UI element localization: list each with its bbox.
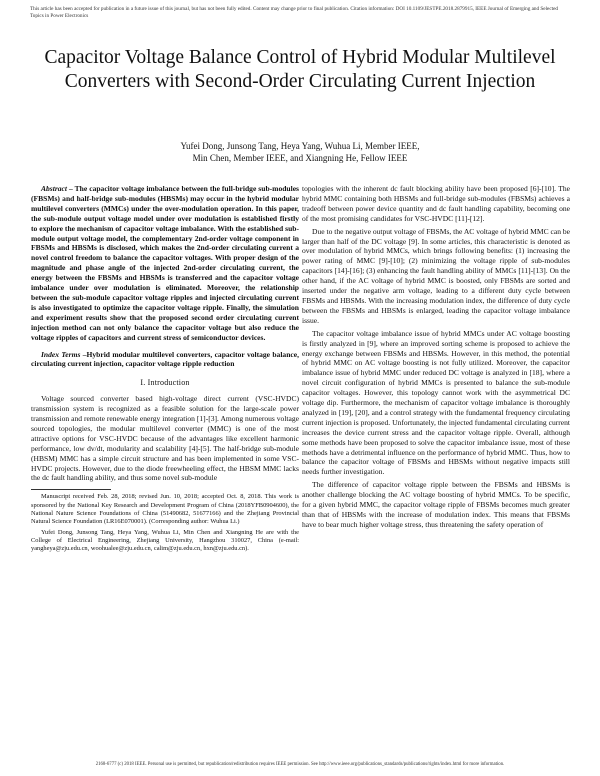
intro-paragraph-right-4: The difference of capacitor voltage ripple between the FBSMs and HBSMs is another challenge blocking the AC voltage boosting of hybrid MMCs. To be specific, for a given hybrid MMC, the capacitor voltage ripple of FBSMs becomes much greater than that of HBSMs with the increase of modulation index. This means that FBSMs have to bear much higher voltage stress, thus threatening the safety operation of (302, 480, 570, 529)
index-terms (31, 350, 299, 370)
paper-title: Capacitor Voltage Balance Control of Hybrid Modular Multilevel Converters with Second-Order Circulating Current Injection (44, 47, 556, 92)
intro-paragraph-right-3: The capacitor voltage imbalance issue of hybrid MMCs under AC voltage boosting is firstly analyzed in [9], where an improved sorting scheme is proposed to achieve the energy exchange between FBSMs and HBSMs. However, in this method, the potential of hybrid MMC on AC voltage boosting is not fully utilized. Moreover, the capacitor imbalance issue of hybrid MMC under reduced DC voltage is analyzed in [18], where a novel circuit configuration of hybrid MMCs is presented to balance the sub-module capacitor voltages. However, this topology cannot work with the asymmetrical DC voltage dip. Furthermore, the mechanism of capacitor voltage imbalance is thoroughly analyzed in [19], [20], and a control strategy with the fundamental frequency circulating current injection is proposed. Unfortunately, the injected fundamental circulating current increases the device current stress and the capacitor voltage ripple. Overall, although some methods have been proposed to solve the capacitor imbalance issue, most of these methods have a detrimental influence on the performance of hybrid MMC. Thus, how to balance the capacitor voltage of FBSMs and HBSMs without negative impacts still needs further investigation. (302, 328, 570, 477)
footnotes (31, 493, 299, 553)
section-heading-introduction: I. Introduction (140, 378, 190, 388)
author-list (60, 140, 540, 164)
footnote-divider (31, 489, 111, 490)
intro-paragraph-right-2: Due to the negative output voltage of FBSMs, the AC voltage of hybrid MMC can be larger than half of the DC voltage [9]. In some articles, this characteristic is denoted as over modulation of hybrid MMCs, which brings following benefits: (1) increasing the power rating of MMC [9]-[10]; (2) minimizing the voltage ripple of sub-modules capacitors [14]-[16]; (3) enhancing the fault handling ability of MMCs [11]-[13]. On the other hand, if the AC voltage of hybrid MMC is boosted, only FBSMs are sorted and inserted under the negative arm voltage, leading to a different duty cycle between FBSMs and HBSMs. With the increasing modulation index, the difference of duty cycle between the FBSMs and HBSMs is enlarged, leading the capacitor voltage imbalance issue. (302, 226, 570, 325)
authors-line-1: Yufei Dong, Junsong Tang, Heya Yang, Wuhua Li, Member IEEE, (180, 141, 420, 151)
index-terms-text: –Hybrid modular multilevel converters, capacitor voltage balance, circulating current injection, capacitor voltage ripple reduction (31, 349, 299, 369)
intro-paragraph-right-1: topologies with the inherent dc fault blocking ability have been proposed [6]-[10]. The hybrid MMC containing both HBSMs and full-bridge sub-modules (FBSMs) achieves a tradeoff between power device quantity and dc fault handling capability, becoming one of the most promising candidates for VSC-HVDC [11]-[12]. (302, 184, 570, 223)
index-terms-label: Index Terms (41, 349, 81, 359)
publication-notice: This article has been accepted for publication in a future issue of this journal, but has not been fully edited. Content may change prior to final publication. Citation information: DOI 10.1109/JESTPE.2018.2879915, IEEE Journal of Emerging and Selected Topics in Power Electronics (30, 6, 558, 19)
footnote-manuscript: Manuscript received Feb. 28, 2018; revised Jun. 10, 2018; accepted Oct. 8, 2018. This work is sponsored by the National Key Research and Development Program of China (2018YFB0904600), the National Nature Science Foundations of China (51490682, 51677166) and the Zhejiang Provincial Natural Science Foundation (LR16E070001). (Corresponding author: Wuhua Li.) (31, 493, 299, 526)
abstract-text: – The capacitor voltage imbalance between the full-bridge sub-modules (FBSMs) and half-bridge sub-modules (HBSMs) may occur in the hybrid modular multilevel converters (MMCs) under the over-modulation operation. In this paper, the sub-module output voltage model under over modulation is established firstly to explore the mechanism of capacitor voltage imbalance. With the established sub-module output voltage model, the complementary 2nd-order voltage component in FBSMs and HBSMs is disclosed, which makes the 2nd-order circulating current a novel control freedom to balance the capacitor voltages. With proper design of the magnitude and phase angle of the injected 2nd-order circulating current, the energy between the FBSMs and HBSMs is transferred and the capacitor voltage imbalance under over modulation is eliminated. Moreover, the relationship between the sub-module capacitor voltage ripples and injected circulating current is also investigated to optimize the capacitor voltage ripple. Finally, the simulation and experiment results show that the proposed second order circulating current injection method can not only balance the capacitor voltage but also reduce the voltage ripples of capacitors and current stress of semiconductor devices. (31, 184, 299, 342)
abstract (31, 184, 299, 343)
footnote-affiliation: Yufei Dong, Junsong Tang, Heya Yang, Wuhua Li, Min Chen and Xiangning He are with the College of Electrical Engineering, Zhejiang University, Hangzhou 310027, China (e-mail: yangheya@zju.edu.cn, woohualee@zju.edu.cn, calim@zju.edu.cn, hxn@zju.edu.cn). (31, 528, 299, 553)
authors-line-2: Min Chen, Member IEEE, and Xiangning He, Fellow IEEE (192, 153, 408, 163)
abstract-label: Abstract (41, 184, 67, 193)
right-column (302, 184, 570, 533)
intro-paragraph-left: Voltage sourced converter based high-voltage direct current (VSC-HVDC) transmission system is recognized as a feasible solution for the large-scale power transmission and remote renewable energy integration [1]-[3]. Among numerous voltage sourced topologies, the modular multilevel converter (MMC) is one of the most attractive options for VSC-HVDC because of the advantages like excellent harmonic performance, low dv/dt, modularity and scalability [4]-[5]. The half-bridge sub-module (HBSM) MMC has a simple circuit structure and has been implemented in some VSC-HVDC projects. However, due to the diode freewheeling effect, the HBSM MMC lacks the dc fault handling ability, and thus some novel sub-module (31, 394, 299, 483)
left-column (31, 184, 299, 555)
copyright-notice: 2168-6777 (c) 2018 IEEE. Personal use is permitted, but republication/redistribution requires IEEE permission. See http://www.ieee.org/publications_standards/publications/rights/index.html for more information. (95, 762, 505, 767)
